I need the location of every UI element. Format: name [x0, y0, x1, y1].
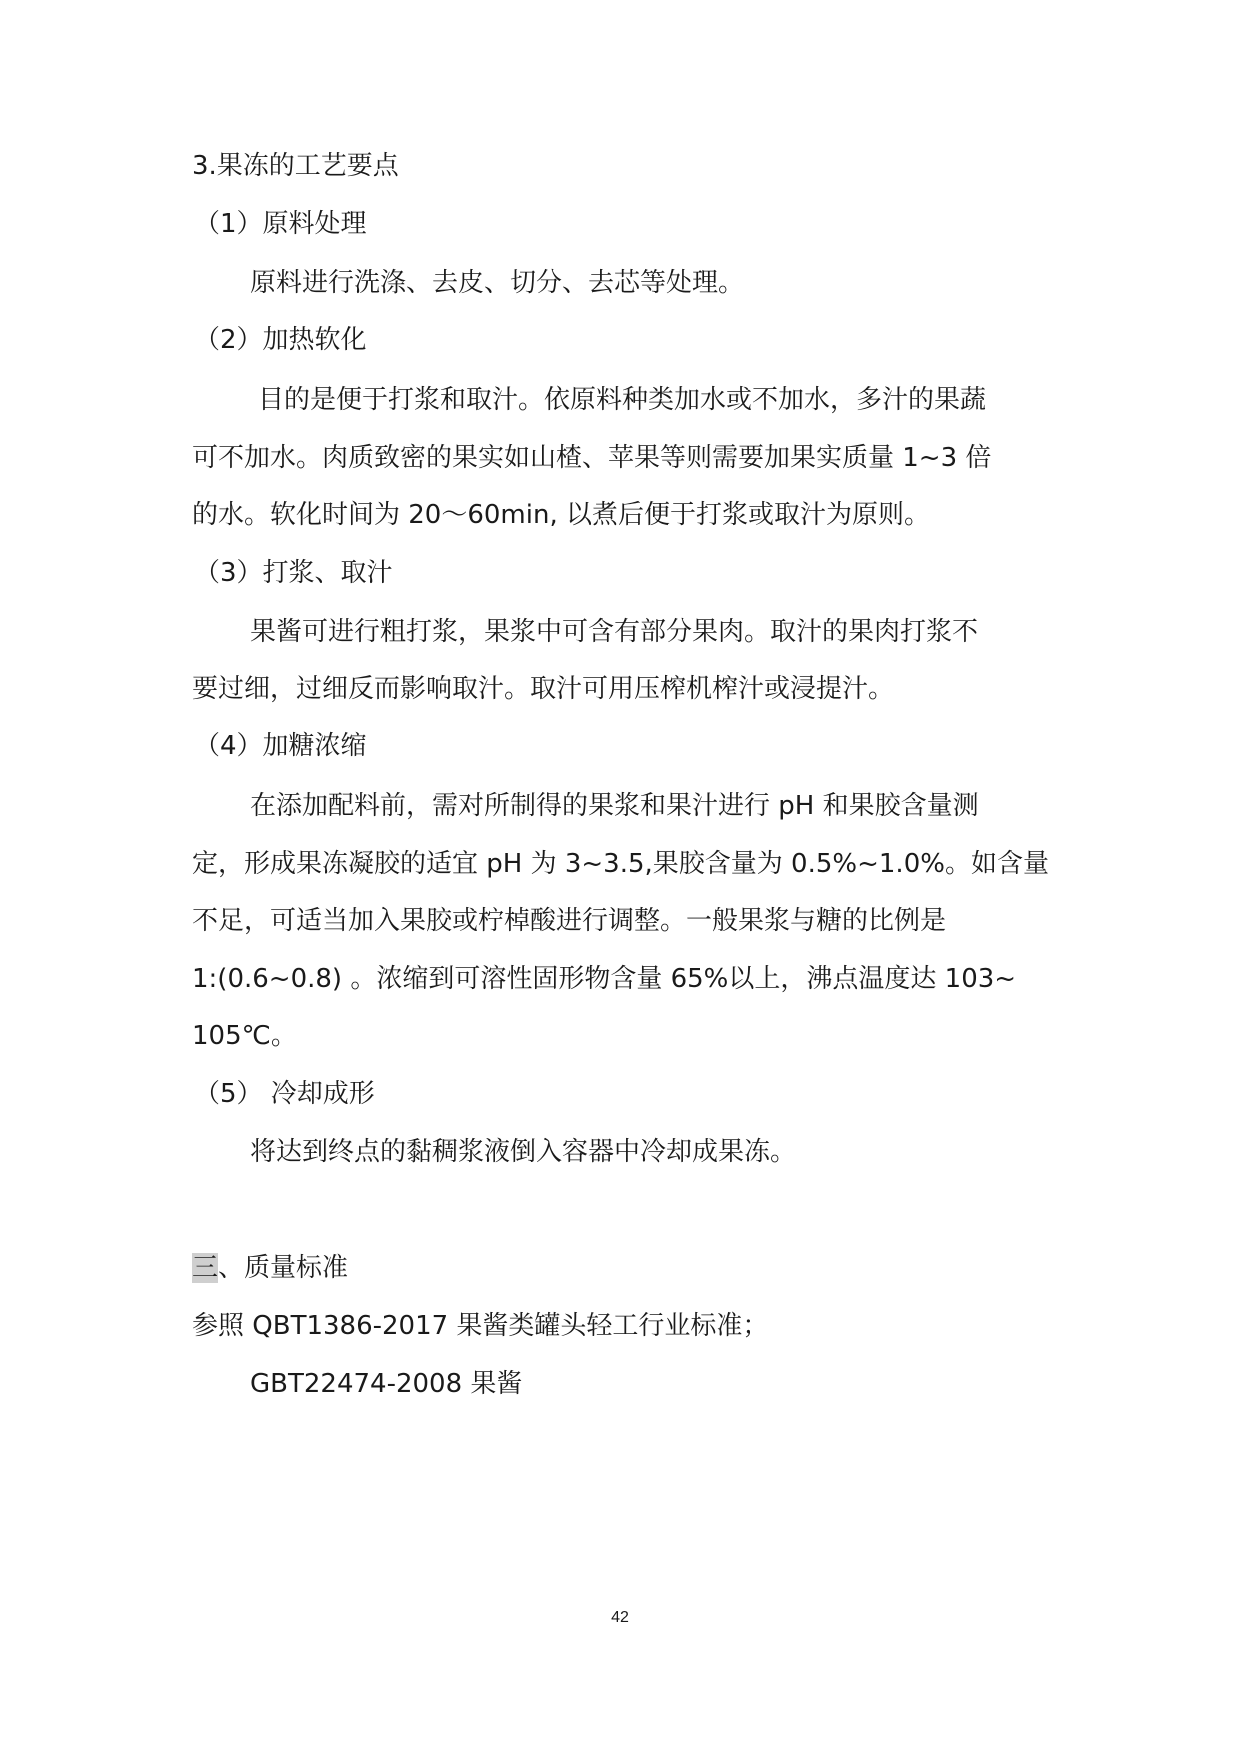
section-heading: 3.果冻的工艺要点	[192, 151, 399, 181]
step-2-title: （2）加热软化	[194, 325, 367, 355]
step-1-paragraph-line: 原料进行洗涤、去皮、切分、去芯等处理。	[250, 268, 745, 298]
step-4-title: （4）加糖浓缩	[194, 731, 367, 761]
step-5-paragraph-line: 将达到终点的黏稠浆液倒入容器中冷却成果冻。	[250, 1137, 797, 1167]
step-3-paragraph-line: 果酱可进行粗打浆，果浆中可含有部分果肉。取汁的果肉打浆不	[250, 617, 979, 647]
step-3-title: （3）打浆、取汁	[194, 558, 393, 588]
step-4-paragraph-line: 在添加配料前，需对所制得的果浆和果汁进行 pH 和果胶含量测	[250, 791, 979, 821]
quality-reference-line: GBT22474-2008 果酱	[250, 1369, 523, 1399]
quality-standard-heading	[192, 1248, 348, 1288]
step-5-title: （5） 冷却成形	[194, 1079, 375, 1109]
step-4-paragraph-line: 1:(0.6~0.8) 。浓缩到可溶性固形物含量 65%以上，沸点温度达 103~	[192, 964, 1017, 994]
quality-reference-line: 参照 QBT1386-2017 果酱类罐头轻工行业标准；	[192, 1311, 769, 1341]
step-2-paragraph-line: 的水。软化时间为 20～60min, 以煮后便于打浆或取汁为原则。	[192, 500, 930, 530]
step-1-title: （1）原料处理	[194, 209, 367, 239]
page-number: 42	[611, 1609, 629, 1626]
quality-numeral: 三	[192, 1253, 219, 1283]
step-2-paragraph-line: 目的是便于打浆和取汁。依原料种类加水或不加水，多汁的果蔬	[258, 385, 987, 415]
step-4-paragraph-line: 不足，可适当加入果胶或柠棹酸进行调整。一般果浆与糖的比例是	[192, 906, 947, 936]
step-2-paragraph-line: 可不加水。肉质致密的果实如山楂、苹果等则需要加果实质量 1~3 倍	[192, 443, 992, 473]
step-4-paragraph-line: 105℃。	[192, 1021, 297, 1051]
step-4-paragraph-line: 定，形成果冻凝胶的适宜 pH 为 3~3.5,果胶含量为 0.5%~1.0%。如含量	[192, 849, 1049, 879]
step-3-paragraph-line: 要过细，过细反而影响取汁。取汁可用压榨机榨汁或浸提汁。	[192, 674, 895, 704]
quality-title: 、质量标准	[218, 1253, 349, 1283]
